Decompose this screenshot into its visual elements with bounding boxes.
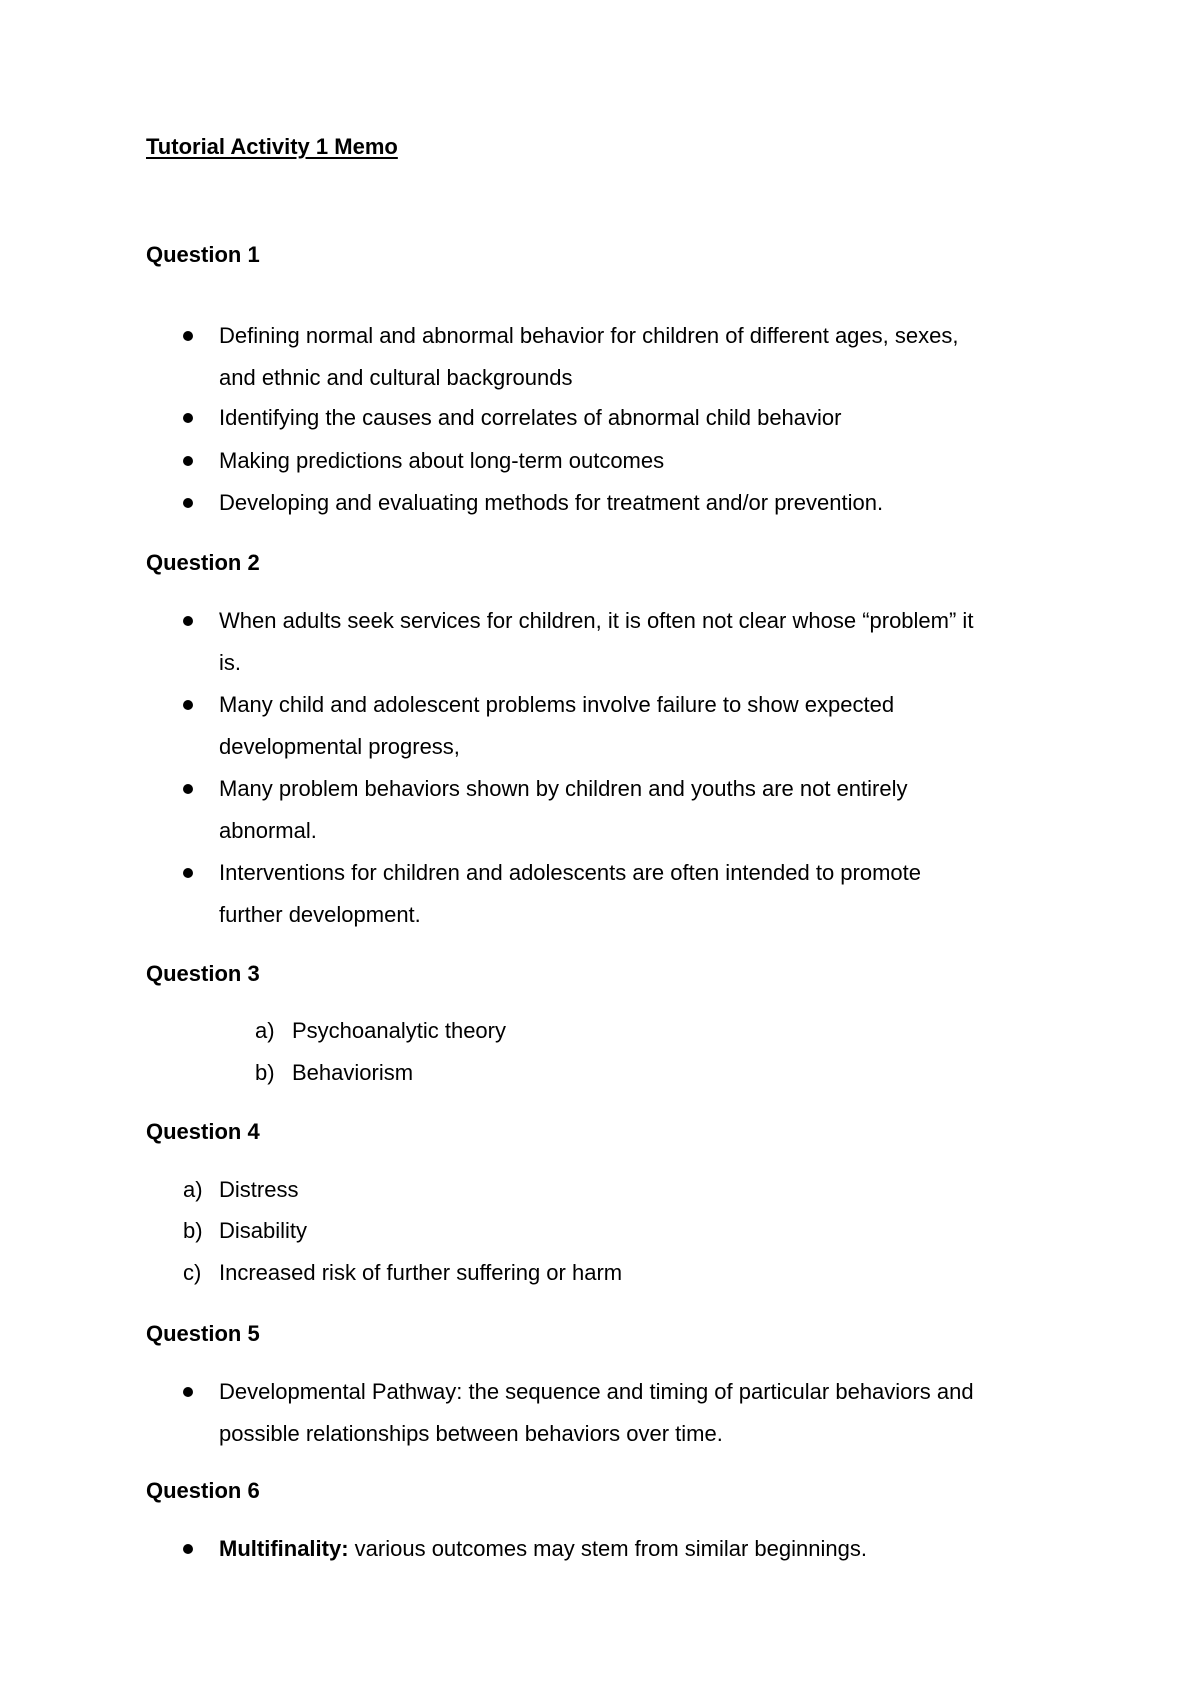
list-item-text: Defining normal and abnormal behavior for children of different ages, sexes, — [219, 323, 959, 348]
list-marker: c) — [183, 1260, 202, 1285]
document-title: Tutorial Activity 1 Memo — [146, 134, 398, 159]
list-item-text: Many problem behaviors shown by children and youths are not entirely — [219, 776, 908, 801]
list-marker: b) — [255, 1060, 275, 1085]
list-item-text: Distress — [219, 1177, 299, 1202]
question-4-heading: Question 4 — [146, 1119, 260, 1144]
list-item-text: Making predictions about long-term outcomes — [219, 448, 665, 473]
list-item-text: abnormal. — [219, 818, 317, 843]
list-item-text: further development. — [219, 902, 421, 927]
list-item-text: possible relationships between behaviors over time. — [219, 1421, 723, 1446]
list-item-text: Many child and adolescent problems involve failure to show expected — [219, 692, 895, 717]
question-6-heading: Question 6 — [146, 1478, 260, 1503]
list-item-text — [219, 1536, 867, 1562]
bullet-icon — [183, 616, 193, 626]
bullet-icon — [183, 331, 193, 341]
list-item-text: is. — [219, 650, 241, 675]
question-3-heading: Question 3 — [146, 961, 260, 986]
bullet-icon — [183, 456, 193, 466]
list-item-text: Increased risk of further suffering or harm — [219, 1260, 623, 1285]
list-item-text: Developing and evaluating methods for treatment and/or prevention. — [219, 490, 884, 515]
bullet-icon — [183, 498, 193, 508]
bullet-icon — [183, 413, 193, 423]
list-item-text: When adults seek services for children, it is often not clear whose “problem” it — [219, 608, 974, 633]
list-item-text: Disability — [219, 1218, 308, 1243]
bullet-icon — [183, 1544, 193, 1554]
list-item-text: developmental progress, — [219, 734, 460, 759]
bullet-icon — [183, 1387, 193, 1397]
question-2-heading: Question 2 — [146, 550, 260, 575]
list-item-text: Interventions for children and adolescents are often intended to promote — [219, 860, 922, 885]
question-5-heading: Question 5 — [146, 1321, 260, 1346]
list-item-text: and ethnic and cultural backgrounds — [219, 365, 573, 390]
bullet-icon — [183, 868, 193, 878]
term-label: Multifinality: — [219, 1536, 349, 1561]
list-item-text: Psychoanalytic theory — [292, 1018, 506, 1043]
list-item-text: Developmental Pathway: the sequence and timing of particular behaviors and — [219, 1379, 974, 1404]
question-1-heading: Question 1 — [146, 242, 260, 267]
term-definition: various outcomes may stem from similar beginnings. — [348, 1536, 867, 1561]
bullet-icon — [183, 700, 193, 710]
list-item-text: Behaviorism — [292, 1060, 414, 1085]
bullet-icon — [183, 784, 193, 794]
list-item-text: Identifying the causes and correlates of abnormal child behavior — [219, 405, 842, 430]
list-marker: a) — [255, 1018, 275, 1043]
list-marker: a) — [183, 1177, 203, 1202]
list-marker: b) — [183, 1218, 203, 1243]
